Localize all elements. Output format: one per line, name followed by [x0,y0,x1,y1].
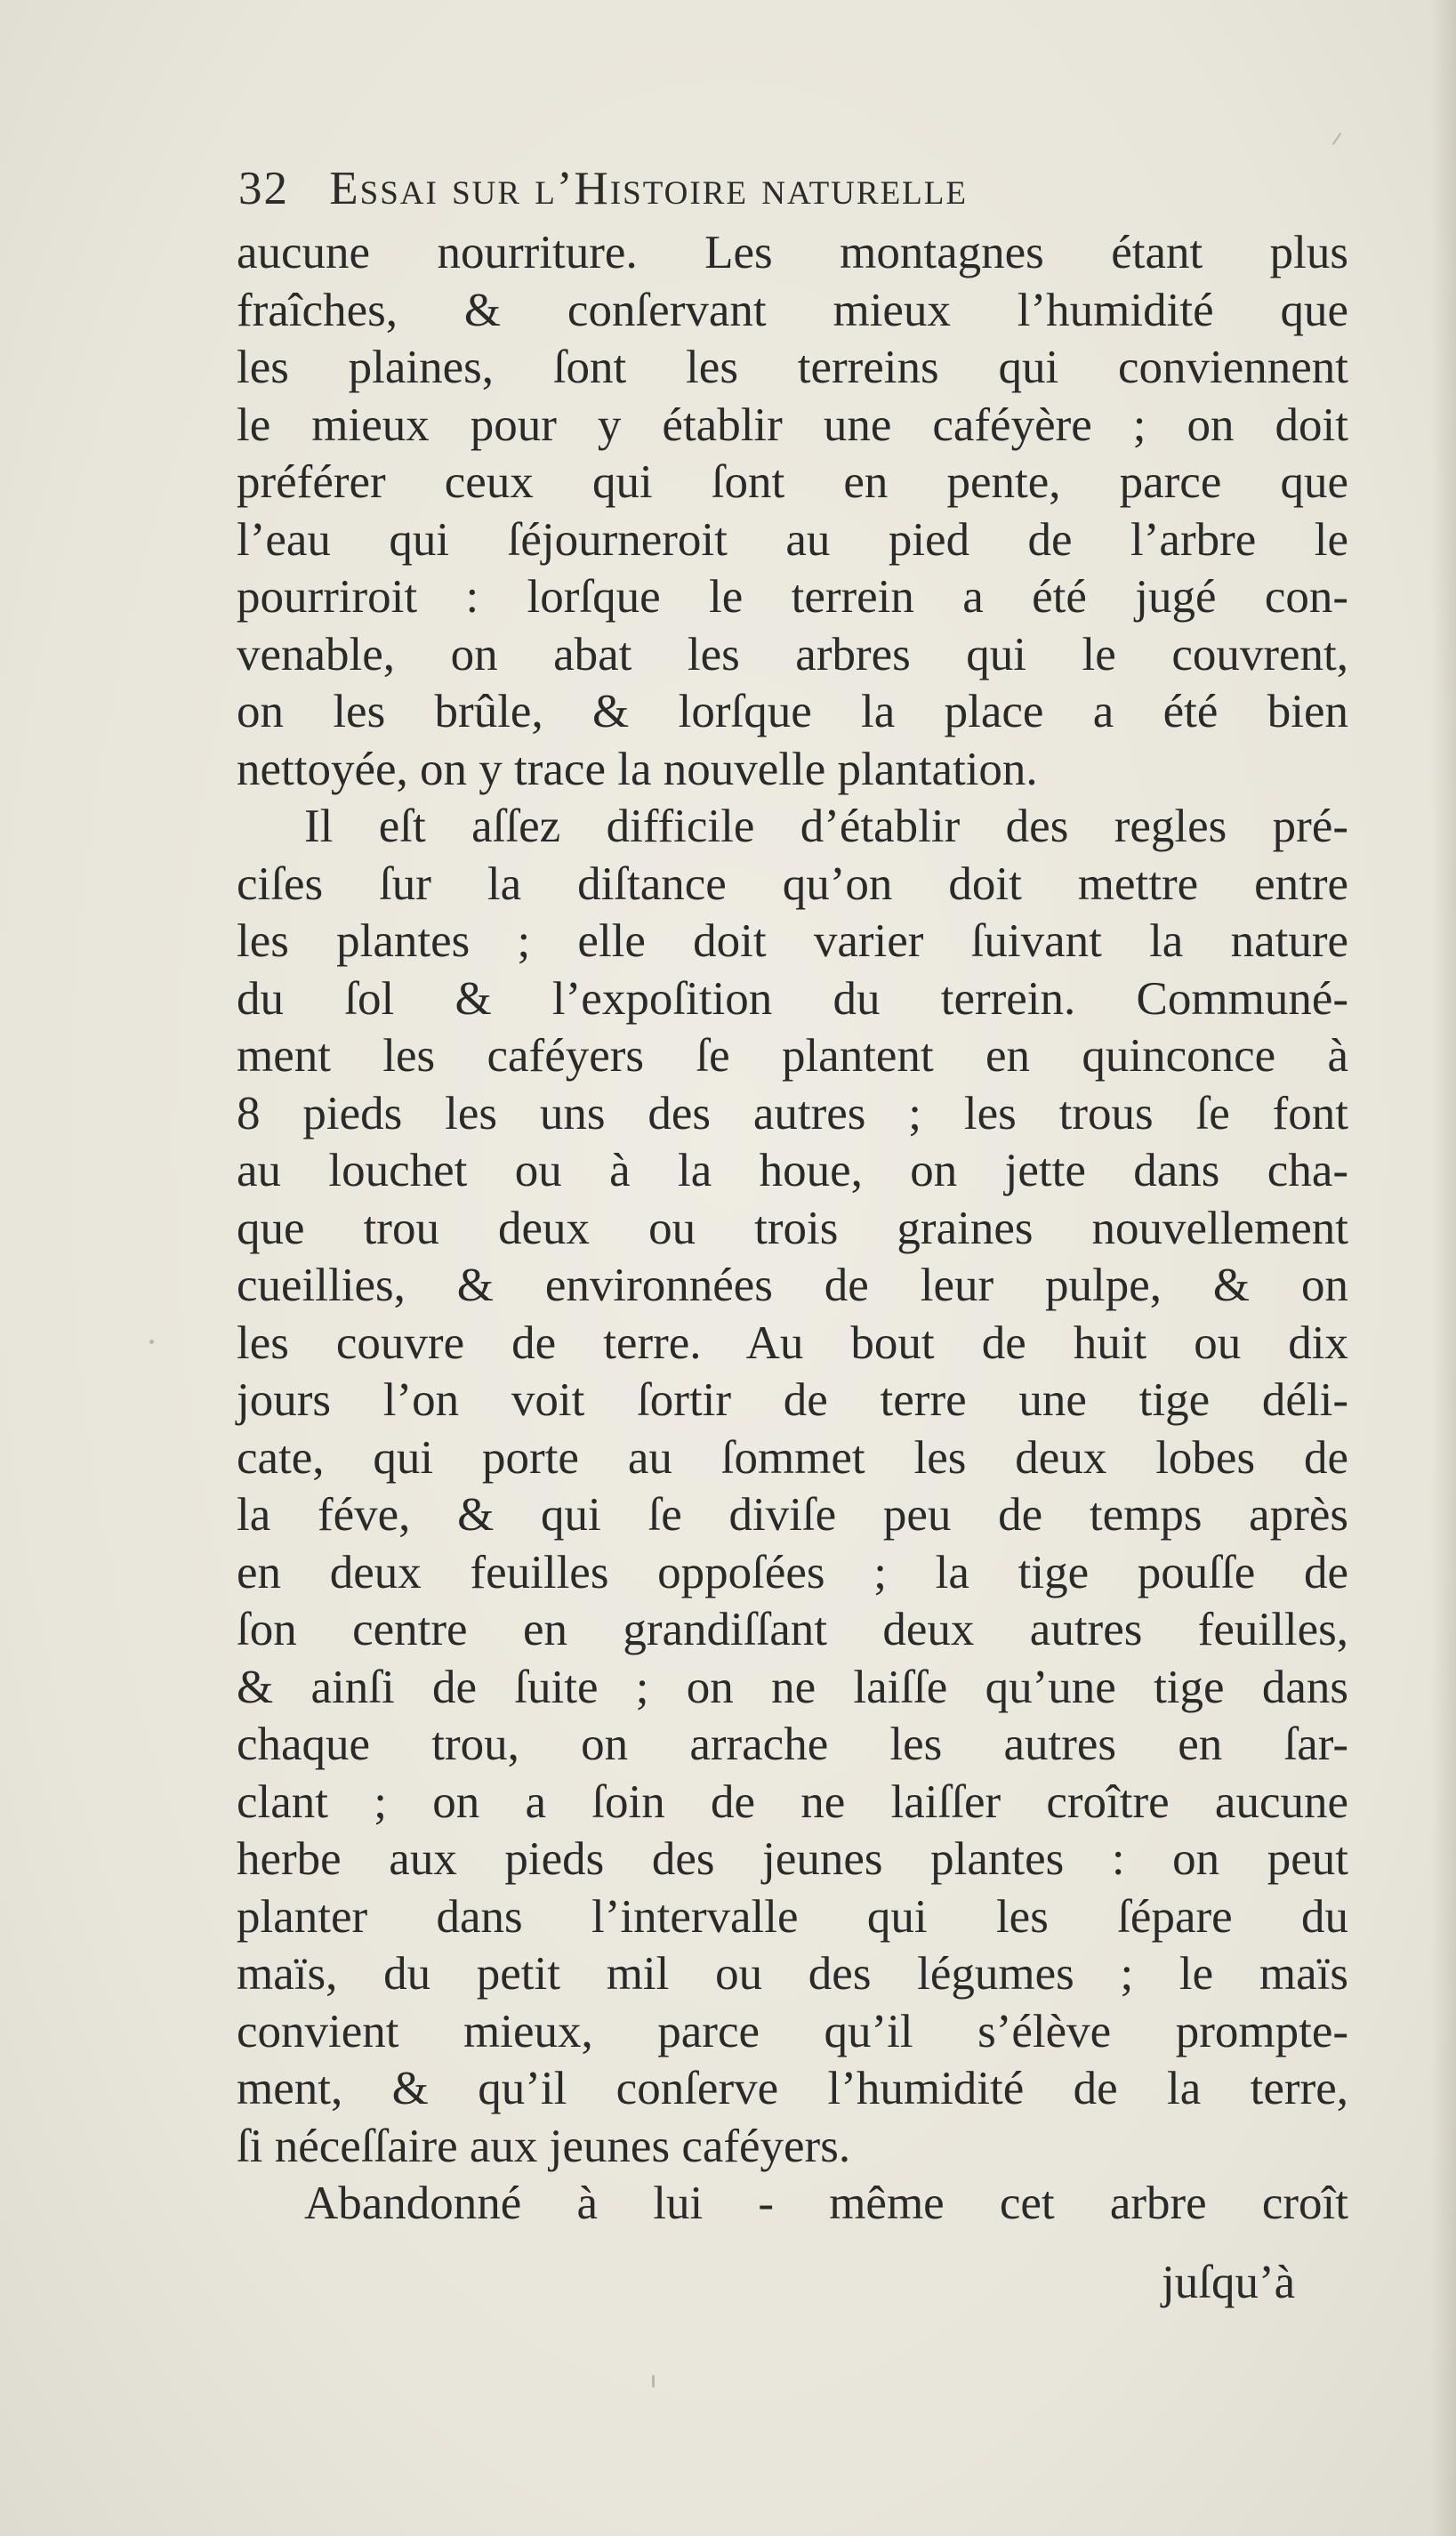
text-line: & ainſi de ſuite ; on ne laiſſe qu’une tige dans [237,1661,1348,1713]
text-line: clant ; on a ſoin de ne laiſſer croître aucune [237,1775,1348,1828]
paper-speck [1332,133,1342,145]
text-line: nettoyée, on y trace la nouvelle plantation. [237,743,1038,795]
text-line: maïs, du petit mil ou des légumes ; le maïs [237,1948,1348,2000]
text-line: ciſes ſur la diſtance qu’on doit mettre entre [237,857,1348,910]
text-line: que trou deux ou trois graines nouvellement [237,1202,1348,1254]
text-line: cate, qui porte au ſommet les deux lobes de [237,1431,1348,1484]
text-line: Il eſt aſſez difficile d’établir des regles pré- [304,801,1348,852]
paragraph [237,224,1348,798]
text-line: au louchet ou à la houe, on jette dans cha- [237,1145,1348,1196]
text-line: aucune nourriture. Les montagnes étant plus [237,227,1348,278]
running-title: Essai sur l’Histoire naturelle [329,163,968,214]
text-line: ment, & qu’il conſerve l’humidité de la terre, [237,2063,1348,2114]
paragraph [237,798,1348,2175]
text-line: les plaines, ſont les terreins qui conviennent [237,342,1348,393]
text-line: jours l’on voit ſortir de terre une tige déli- [237,1374,1348,1426]
text-line: ſi néceſſaire aux jeunes caféyers. [237,2120,851,2172]
text-line: la féve, & qui ſe diviſe peu de temps après [237,1489,1348,1541]
text-line: ment les caféyers ſe plantent en quinconce à [237,1030,1348,1082]
text-line: convient mieux, parce qu’il s’élève prompte- [237,2005,1348,2057]
text-line: 8 pieds les uns des autres ; les trous ſe font [237,1087,1348,1139]
text-line: ſon centre en grandiſſant deux autres feuilles, [237,1604,1348,1655]
page-edge-shadow [1431,0,1456,2536]
paper-speck [652,2375,655,2387]
text-line: les couvre de terre. Au bout de huit ou dix [237,1316,1348,1369]
text-line: chaque trou, on arrache les autres en ſar- [237,1719,1348,1770]
text-line: on les brûle, & lorſque la place a été bien [237,686,1348,737]
text-line: cueillies, & environnées de leur pulpe, & on [237,1260,1348,1311]
text-line: en deux feuilles oppoſées ; la tige pouſſe de [237,1546,1348,1598]
paper-speck [149,1340,154,1344]
text-line: fraîches, & conſervant mieux l’humidité que [237,284,1348,336]
text-line: les plantes ; elle doit varier ſuivant la nature [237,915,1348,967]
text-line: planter dans l’intervalle qui les ſépare du [237,1890,1348,1943]
text-line: du ſol & l’expoſition du terrein. Communé- [237,972,1348,1025]
running-head [238,162,1350,224]
text-line: pourriroit : lorſque le terrein a été jugé con- [237,571,1348,623]
text-line: le mieux pour y établir une caféyère ; on doit [237,399,1348,451]
text-line: préférer ceux qui ſont en pente, parce que [237,456,1348,508]
text-line: Abandonné à lui - même cet arbre croît [304,2178,1348,2229]
text-line: l’eau qui ſéjourneroit au pied de l’arbre le [237,513,1348,566]
body-text [237,224,1348,2233]
paragraph [237,2175,1348,2233]
text-line: herbe aux pieds des jeunes plantes : on peut [237,1833,1348,1885]
catchword: juſqu’à [1162,2257,1296,2308]
page-number: 32 [238,163,289,214]
text-line: venable, on abat les arbres qui le couvrent, [237,628,1348,680]
